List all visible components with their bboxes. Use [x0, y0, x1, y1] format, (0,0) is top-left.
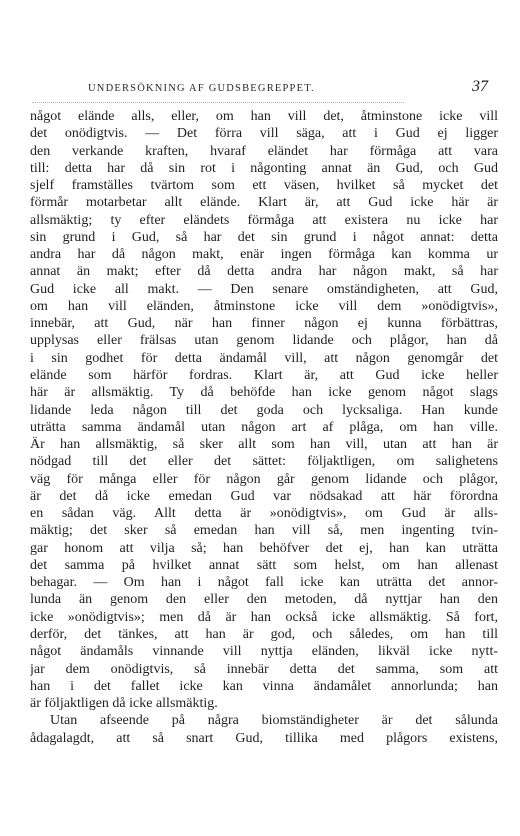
text-line: en sådan väg. Allt detta är »onödigtvis», om Gud är alls- [30, 506, 498, 522]
text-line: förmår motarbetar allt elände. Klart är, att Gud icke här är [30, 195, 498, 211]
text-line: allsmäktig; ty efter eländets förmåga att existera nu icke har [30, 212, 498, 228]
header-rule [32, 102, 404, 103]
text-line: elände som härför fordras. Klart är, att Gud icke heller [30, 367, 498, 383]
text-line: lunda än genom den eller den metoden, då nyttjar han den [30, 592, 498, 608]
text-line: ådagalagdt, att så snart Gud, tillika med plågors existens, [30, 730, 498, 746]
text-line: sjelf framställes tvärtom som ett väsen, hvilket så mycket det [30, 178, 498, 194]
text-line: Utan afseende på några biomständigheter är det sålunda [50, 713, 498, 729]
text-line: den verkande kraften, hvaraf eländet har förmåga att vara [30, 143, 498, 159]
text-line: uträtta samma ändamål utan någon art af plåga, om han ville. [30, 419, 498, 435]
text-line: är följaktligen då icke allsmäktig. [30, 696, 218, 712]
page-number: 37 [472, 78, 488, 95]
text-line: väg för många eller för någon går genom lidande och plågor, [30, 471, 498, 487]
text-line: icke »onödigtvis»; men då är han också icke allsmäktig. Så fort, [30, 609, 498, 625]
text-line: derför, det tänkes, att han är god, och således, om han till [30, 626, 498, 642]
text-line: Gud icke all makt. — Den senare omständigheten, att Gud, [30, 281, 498, 297]
text-line: mäktig; det sker så emedan han vill så, men ingenting tvin- [30, 523, 498, 539]
running-title: UNDERSÖKNING AF GUDSBEGREPPET. [88, 83, 315, 94]
text-line: annat än makt; efter då detta andra har någon makt, så har [30, 264, 498, 280]
text-line: något ändamåls vinnande vill nyttja eländen, likväl icke nytt- [30, 644, 498, 660]
page-header [30, 78, 500, 100]
text-line: om han vill eländen, åtminstone icke vill dem »onödigtvis», [30, 298, 498, 314]
text-line: till: detta har då sin rot i någonting annat än Gud, och Gud [30, 160, 498, 176]
text-line: gar honom att vilja så; han behöfver det ej, han kan uträtta [30, 540, 498, 556]
text-line: lidande leda någon till det goda och lycksaliga. Han kunde [30, 402, 498, 418]
text-line: i sin godhet för detta ändamål vill, att någon genomgår det [30, 350, 498, 366]
text-line: det onödigtvis. — Det förra vill säga, att i Gud ej ligger [30, 126, 498, 142]
text-line: Är han allsmäktig, så sker allt som han vill, utan att han är [30, 437, 498, 453]
text-line: det samma på hvilket annat sätt som helst, om han allenast [30, 557, 498, 573]
text-line: upplysas eller frälsas utan genom lidande och plågor, han då [30, 333, 498, 349]
text-line: han i det fallet icke kan vinna ändamålet annorlunda; han [30, 678, 498, 694]
text-line: innebär, att Gud, när han finner någon ej kunna förbättras, [30, 316, 498, 332]
text-line: jar dem onödigtvis, så innebär detta det samma, som att [30, 661, 498, 677]
text-line: något elände alls, eller, om han vill det, åtminstone icke vill [30, 109, 498, 124]
text-line: är det då icke emedan Gud var nödsakad att här förordna [30, 488, 498, 504]
text-line: sin grund i Gud, så har det sin grund i något annat: detta [30, 229, 498, 245]
text-line: nödgad till det eller det sättet: följaktligen, om salighetens [30, 454, 498, 470]
body-text [30, 108, 498, 747]
text-line: här är allsmäktig. Ty då behöfde han icke genom något slags [30, 385, 498, 401]
text-line: andra har då någon makt, enär ingen förmåga kan komma ur [30, 247, 498, 263]
text-line: behagar. — Om han i något fall icke kan uträtta det annor- [30, 575, 498, 591]
